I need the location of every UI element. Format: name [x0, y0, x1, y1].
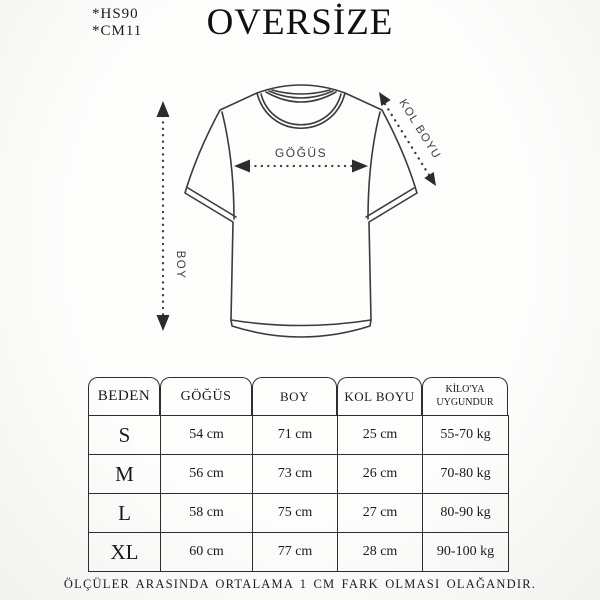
- cell-size: M: [89, 455, 161, 494]
- cell-size: XL: [89, 533, 161, 572]
- page-title: OVERSİZE: [206, 2, 394, 43]
- cell-size: S: [89, 416, 161, 455]
- tolerance-note: ÖLÇÜLER ARASINDA ORTALAMA 1 CM FARK OLMASI OLAĞANDIR.: [63, 577, 537, 591]
- table-row-l: [89, 494, 509, 533]
- cell-sleeve: 28 cm: [338, 533, 423, 572]
- column-header-kiloya-uygundur: KİLO'YA UYGUNDUR: [422, 377, 508, 415]
- cell-sleeve: 26 cm: [338, 455, 423, 494]
- cell-length: 75 cm: [253, 494, 338, 533]
- cell-length: 71 cm: [253, 416, 338, 455]
- cell-weight: 90-100 kg: [423, 533, 509, 572]
- cell-sleeve: 25 cm: [338, 416, 423, 455]
- size-table-header: [88, 377, 508, 415]
- cell-weight: 80-90 kg: [423, 494, 509, 533]
- cell-chest: 58 cm: [161, 494, 253, 533]
- product-code-1: *HS90: [92, 6, 139, 22]
- chest-label: GÖĞÜS: [274, 146, 328, 160]
- cell-chest: 56 cm: [161, 455, 253, 494]
- cell-length: 77 cm: [253, 533, 338, 572]
- cell-weight: 70-80 kg: [423, 455, 509, 494]
- table-row-s: [89, 416, 509, 455]
- column-header-boy: BOY: [252, 377, 337, 415]
- cell-weight: 55-70 kg: [423, 416, 509, 455]
- length-arrow: [157, 101, 187, 331]
- sleeve-label: KOL BOYU: [396, 97, 443, 162]
- cell-length: 73 cm: [253, 455, 338, 494]
- cell-chest: 54 cm: [161, 416, 253, 455]
- length-label: BOY: [174, 250, 186, 280]
- length-arrowhead-bottom: [157, 315, 170, 331]
- column-header-gogus: GÖĞÜS: [160, 377, 252, 415]
- table-row-m: [89, 455, 509, 494]
- cell-chest: 60 cm: [161, 533, 253, 572]
- cell-sleeve: 27 cm: [338, 494, 423, 533]
- product-code-2: *CM11: [92, 23, 143, 39]
- cell-size: L: [89, 494, 161, 533]
- size-table: [88, 415, 509, 572]
- sleeve-arrowhead-bottom: [424, 172, 436, 186]
- table-row-xl: [89, 533, 509, 572]
- column-header-kol-boyu: KOL BOYU: [337, 377, 422, 415]
- tshirt-outline: [185, 85, 417, 337]
- length-arrowhead-top: [157, 101, 170, 117]
- column-header-beden: BEDEN: [88, 377, 160, 415]
